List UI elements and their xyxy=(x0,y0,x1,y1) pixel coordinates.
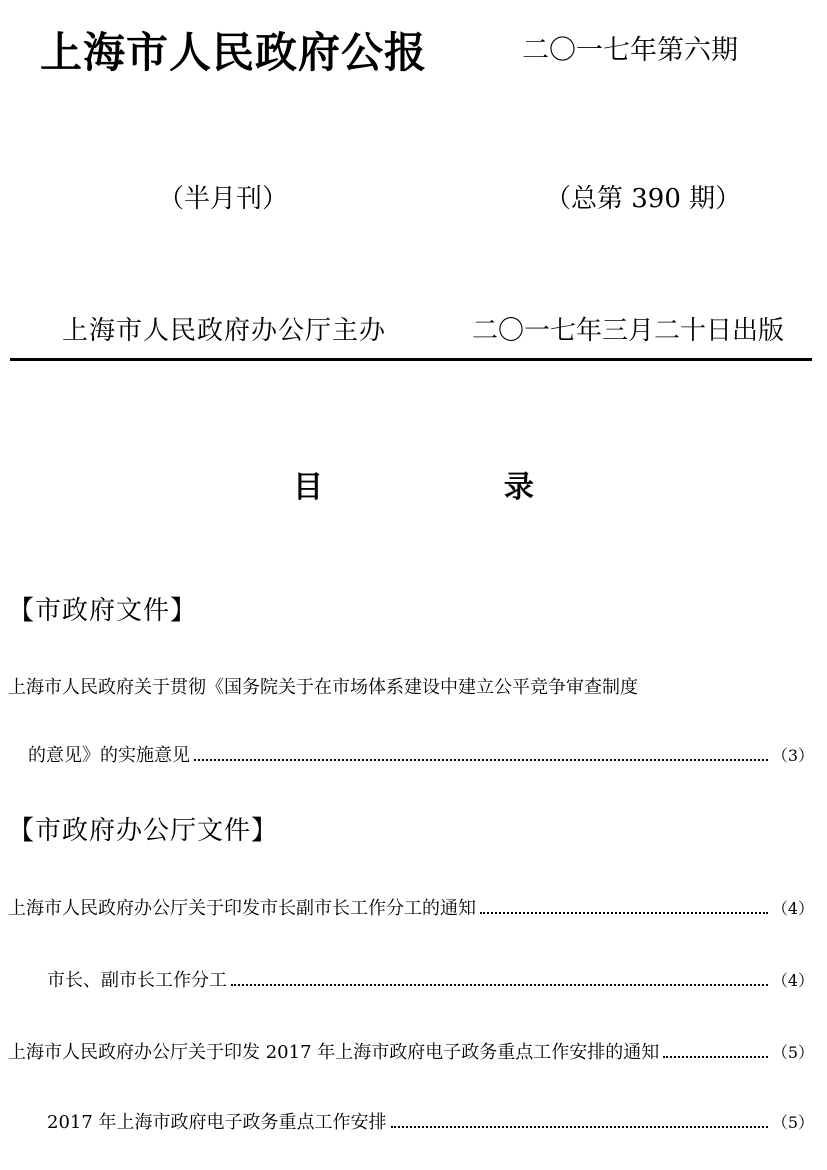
page-number: （4） xyxy=(771,971,814,990)
total-issue-number: （总第 390 期） xyxy=(545,184,742,214)
toc-title: 目 录 xyxy=(293,470,534,505)
page-number: （4） xyxy=(771,899,814,918)
toc-entry-line1[interactable]: 上海市人民政府关于贯彻《国务院关于在市场体系建设中建立公平竞争审查制度 xyxy=(8,677,638,698)
toc-entry-text: 上海市人民政府办公厅关于印发市长副市长工作分工的通知 xyxy=(8,898,476,919)
page-number: （3） xyxy=(771,746,814,765)
section-heading: 【市政府文件】 xyxy=(8,596,198,626)
toc-entry[interactable] xyxy=(8,894,814,920)
leader-dots xyxy=(194,759,768,761)
publish-date: 二〇一七年三月二十日出版 xyxy=(472,316,785,346)
toc-entry[interactable] xyxy=(28,741,814,767)
page-number: （5） xyxy=(771,1043,814,1062)
toc-entry-line2: 的意见》的实施意见 xyxy=(28,745,190,766)
leader-dots xyxy=(231,984,768,986)
toc-entry-text: 上海市人民政府办公厅关于印发 2017 年上海市政府电子政务重点工作安排的通知 xyxy=(8,1042,660,1063)
toc-entry-text: 2017 年上海市政府电子政务重点工作安排 xyxy=(47,1112,387,1133)
page-number: （5） xyxy=(771,1113,814,1132)
section-heading: 【市政府办公厅文件】 xyxy=(8,816,279,846)
toc-entry[interactable] xyxy=(47,966,814,992)
toc-entry[interactable] xyxy=(8,1038,814,1064)
gazette-title: 上海市人民政府公报 xyxy=(40,28,428,77)
toc-entry[interactable] xyxy=(47,1108,814,1134)
leader-dots xyxy=(391,1126,768,1128)
toc-entry-text: 市长、副市长工作分工 xyxy=(47,970,227,991)
issue-number: 二〇一七年第六期 xyxy=(522,35,738,66)
sponsor: 上海市人民政府办公厅主办 xyxy=(62,316,387,346)
leader-dots xyxy=(480,912,768,914)
publication-frequency: （半月刊） xyxy=(158,184,289,214)
leader-dots xyxy=(663,1056,768,1058)
header-divider xyxy=(10,358,812,361)
